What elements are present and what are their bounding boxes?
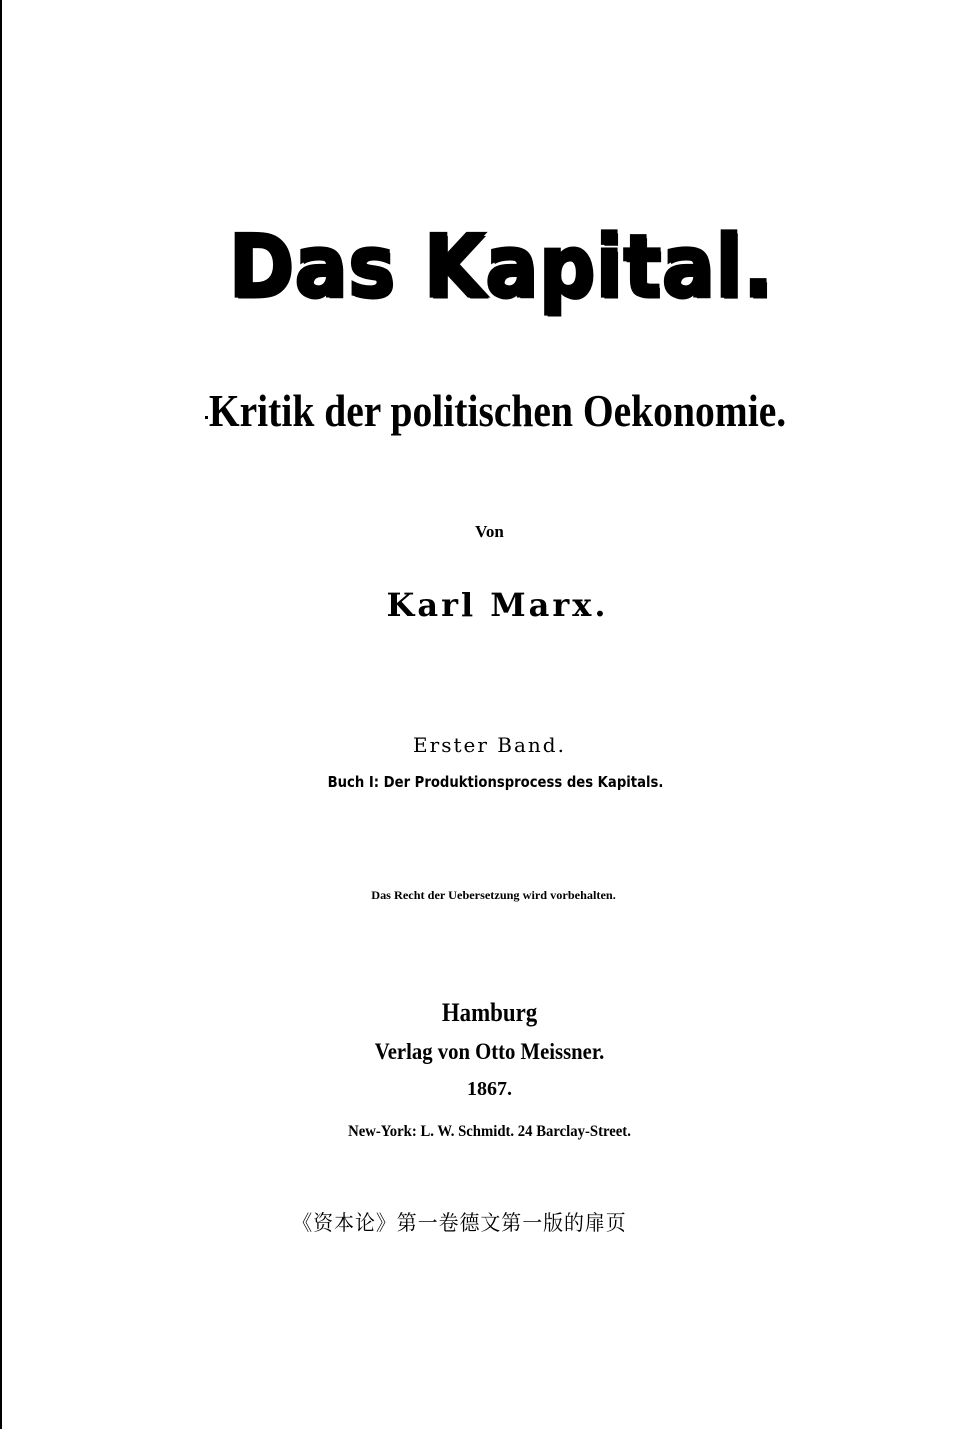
by-label: Von <box>475 522 504 541</box>
book-subtitle: Kritik der politischen Oekonomie. <box>208 385 787 436</box>
image-caption: 《资本论》第一卷德文第一版的扉页 <box>292 1211 627 1235</box>
publication-year: 1867. <box>467 1078 512 1100</box>
author-name: Karl Marx. <box>386 586 609 624</box>
volume-label: Erster Band. <box>413 733 566 757</box>
book-part-label: Buch I: Der Produktionsprocess des Kapitals. <box>327 773 664 791</box>
rights-notice: Das Recht der Uebersetzung wird vorbehalten. <box>371 888 616 902</box>
new-york-agent: New-York: L. W. Schmidt. 24 Barclay-Street. <box>348 1123 631 1140</box>
publisher-name: Verlag von Otto Meissner. <box>374 1039 605 1064</box>
publication-place: Hamburg <box>441 998 538 1027</box>
book-title: Das Kapital. <box>229 218 774 317</box>
